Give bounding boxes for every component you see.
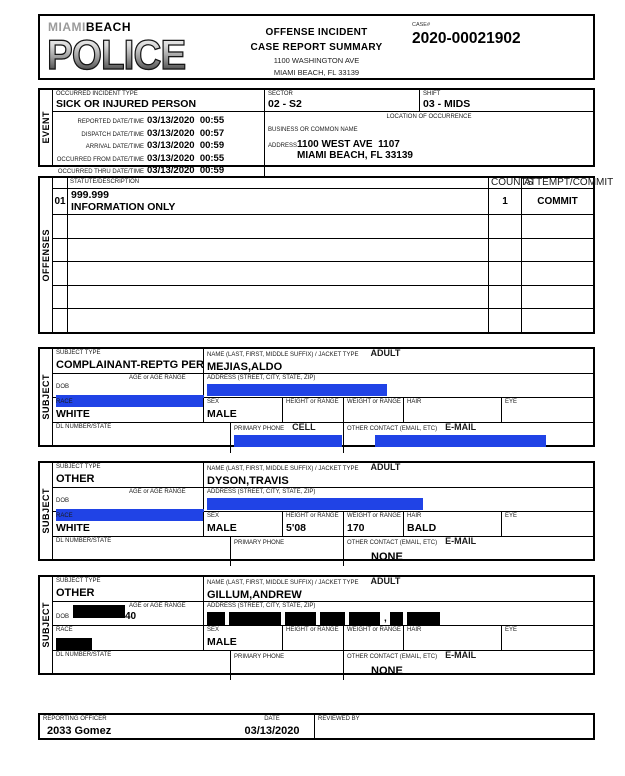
height-cell <box>283 512 344 536</box>
incident-type-value: SICK OR INJURED PERSON <box>56 98 197 110</box>
subject-type-cell <box>53 463 204 487</box>
dl-number-label: DL NUMBER/STATE <box>56 652 112 658</box>
subject-dob-age-cell <box>53 488 204 511</box>
subjects-container <box>38 347 595 689</box>
hair-cell <box>404 626 502 650</box>
other-contact-cell <box>344 537 593 566</box>
offense-description: INFORMATION ONLY <box>71 200 176 213</box>
attempt-header: ATTEMPT/COMMIT <box>524 177 614 188</box>
sex-cell <box>204 512 283 536</box>
incident-type-label: OCCURRED INCIDENT TYPE <box>56 91 138 97</box>
race-value: WHITE <box>56 408 90 420</box>
offense-statute: 999.999 <box>71 189 109 201</box>
case-number-block <box>402 18 587 76</box>
subject-name-value: MEJIAS,ALDO <box>207 361 283 373</box>
subject-type-cell <box>53 349 204 373</box>
primary-phone-label: PRIMARY PHONE CELL <box>234 422 316 432</box>
subject-type-label: SUBJECT TYPE <box>56 464 101 470</box>
report-header <box>38 14 595 80</box>
sex-value: MALE <box>207 408 237 420</box>
redaction-bar <box>56 638 92 651</box>
reviewed-by-label: REVIEWED BY <box>318 716 360 722</box>
offense-counts: 1 <box>489 189 522 214</box>
subject-name-value: DYSON,TRAVIS <box>207 475 289 487</box>
subject-name-label: NAME (LAST, FIRST, MIDDLE SUFFIX) / JACKET TYPE ADULT <box>207 462 401 472</box>
dept-address-line1: 1100 WASHINGTON AVE <box>273 56 360 65</box>
primary-phone-cell <box>231 537 344 566</box>
subject-address-label: ADDRESS (STREET, CITY, STATE, ZIP) <box>207 489 316 495</box>
redaction-bar <box>207 498 423 510</box>
reporting-officer-cell <box>40 715 315 738</box>
offenses-section-strip <box>40 178 53 332</box>
subject-type-value: OTHER <box>56 587 95 599</box>
sex-value: MALE <box>207 522 237 534</box>
offense-description-cell <box>68 189 489 214</box>
subject-address-label: ADDRESS (STREET, CITY, STATE, ZIP) <box>207 375 316 381</box>
subject-address-cell <box>204 374 593 397</box>
other-contact-label: OTHER CONTACT (EMAIL, ETC) E-MAIL <box>347 422 477 432</box>
other-contact-cell <box>344 423 593 453</box>
dl-number-cell <box>53 537 231 566</box>
redaction-bar <box>320 612 345 625</box>
datetime-label: ARRIVAL DATE/TIME <box>85 144 144 150</box>
datetime-label: REPORTED DATE/TIME <box>77 119 144 125</box>
eye-cell <box>502 626 593 650</box>
datetime-row <box>56 128 261 139</box>
weight-label: WEIGHT or RANGE <box>347 627 401 633</box>
event-section-strip <box>40 90 53 165</box>
offense-row-empty <box>53 262 593 286</box>
weight-label: WEIGHT or RANGE <box>347 399 401 405</box>
redaction-bar <box>390 612 403 625</box>
race-cell <box>53 512 204 536</box>
subject-section-strip <box>40 577 53 673</box>
subject-type-label: SUBJECT TYPE <box>56 578 101 584</box>
sector-value: 02 - S2 <box>268 98 302 110</box>
sex-cell <box>204 626 283 650</box>
location-header: LOCATION OF OCCURRENCE <box>386 114 472 120</box>
contact-type-value: E-MAIL <box>445 650 477 660</box>
sector-label: SECTOR <box>268 91 293 97</box>
shift-cell <box>420 90 593 111</box>
phone-type-value: CELL <box>292 422 316 432</box>
dept-address-line2: MIAMI BEACH, FL 33139 <box>273 68 360 77</box>
contact-value: NONE <box>371 551 403 563</box>
event-section-label: EVENT <box>41 111 51 144</box>
logo-police-wordmark: POLICE <box>47 31 186 78</box>
sex-label: SEX <box>207 399 220 405</box>
event-datetimes-cell <box>53 112 265 179</box>
dob-label: DOB <box>56 384 70 390</box>
logo-city-light: MIAMI <box>48 20 86 34</box>
weight-cell <box>344 398 404 422</box>
case-number-label: CASE# <box>412 22 431 28</box>
footer-section <box>38 713 595 740</box>
subject-address-cell <box>204 602 593 625</box>
datetime-row <box>56 140 261 151</box>
redaction-bar <box>229 612 281 625</box>
offenses-section-label: OFFENSES <box>41 228 51 282</box>
hair-label: HAIR <box>407 399 422 405</box>
age-label: AGE or AGE RANGE <box>129 375 186 381</box>
subject-name-cell <box>204 463 593 487</box>
contact-type-value: E-MAIL <box>445 422 477 432</box>
case-number-value: 2020-00021902 <box>412 30 521 47</box>
datetime-value: 03/13/2020 00:55 <box>147 152 225 164</box>
hair-label: HAIR <box>407 627 422 633</box>
hair-label: HAIR <box>407 513 422 519</box>
subject-name-label: NAME (LAST, FIRST, MIDDLE SUFFIX) / JACKET TYPE ADULT <box>207 576 401 586</box>
redaction-bar <box>73 605 125 618</box>
primary-phone-cell <box>231 423 344 453</box>
offense-attempt-commit: COMMIT <box>537 196 578 207</box>
subject-section-label: SUBJECT <box>41 374 51 420</box>
age-label: AGE or AGE RANGE <box>129 489 186 495</box>
report-title-line1: OFFENSE INCIDENT <box>265 27 368 38</box>
height-label: HEIGHT or RANGE <box>286 627 339 633</box>
datetime-value: 03/13/2020 00:59 <box>147 165 225 176</box>
datetime-value: 03/13/2020 00:55 <box>147 115 225 126</box>
sex-cell <box>204 398 283 422</box>
age-label: AGE or AGE RANGE <box>129 603 186 609</box>
dl-number-label: DL NUMBER/STATE <box>56 538 112 544</box>
offense-row-1 <box>53 189 593 215</box>
dob-redaction <box>73 605 129 618</box>
subject-name-label: NAME (LAST, FIRST, MIDDLE SUFFIX) / JACKET TYPE ADULT <box>207 348 401 358</box>
subject-name-cell <box>204 577 593 601</box>
subject-section <box>38 347 595 447</box>
eye-label: EYE <box>505 513 518 519</box>
redaction-bar <box>349 612 380 625</box>
weight-cell <box>344 512 404 536</box>
primary-phone-cell <box>231 651 344 680</box>
redaction-bar <box>285 612 316 625</box>
contact-value: NONE <box>371 665 403 677</box>
height-cell <box>283 398 344 422</box>
weight-value: 170 <box>347 522 365 534</box>
eye-label: EYE <box>505 399 518 405</box>
business-name-label: BUSINESS OR COMMON NAME <box>268 127 358 133</box>
datetime-value: 03/13/2020 00:59 <box>147 140 225 151</box>
event-section <box>38 88 595 176</box>
subject-type-value: COMPLAINANT-REPTG PER <box>56 359 204 371</box>
subject-section-label: SUBJECT <box>41 602 51 648</box>
shift-value: 03 - MIDS <box>423 98 471 110</box>
hair-cell <box>404 512 502 536</box>
dl-number-label: DL NUMBER/STATE <box>56 424 112 430</box>
subject-name-cell <box>204 349 593 373</box>
race-value: WHITE <box>56 522 90 534</box>
occurrence-address-value: 1100 WEST AVE 1107 MIAMI BEACH, FL 33139 <box>297 139 413 161</box>
occurrence-address-label: ADDRESS <box>268 143 298 149</box>
weight-cell <box>344 626 404 650</box>
other-contact-cell <box>344 651 593 680</box>
subject-type-label: SUBJECT TYPE <box>56 350 101 356</box>
primary-phone-label: PRIMARY PHONE <box>234 654 285 660</box>
counts-header: COUNTS <box>491 177 534 188</box>
subject-section <box>38 461 595 561</box>
height-label: HEIGHT or RANGE <box>286 513 339 519</box>
age-value: 40 <box>125 611 137 622</box>
incident-type-cell <box>53 90 265 111</box>
jacket-type-value: ADULT <box>370 576 401 586</box>
offense-row-empty <box>53 309 593 332</box>
subject-name-value: GILLUM,ANDREW <box>207 589 302 601</box>
statute-header: STATUTE/DESCRIPTION <box>68 178 489 188</box>
eye-label: EYE <box>505 627 518 633</box>
other-contact-label: OTHER CONTACT (EMAIL, ETC) E-MAIL <box>347 536 477 546</box>
reporting-officer-value: 2033 Gomez <box>47 725 112 737</box>
race-cell <box>53 398 204 422</box>
reporting-officer-label: REPORTING OFFICER <box>43 716 107 722</box>
race-label: RACE <box>56 399 73 405</box>
offense-number-header <box>53 178 68 188</box>
shift-label: SHIFT <box>423 91 441 97</box>
eye-cell <box>502 512 593 536</box>
contact-type-value: E-MAIL <box>445 536 477 546</box>
report-date-label: DATE <box>264 716 280 722</box>
offense-row-empty <box>53 286 593 310</box>
datetime-label: DISPATCH DATE/TIME <box>81 131 144 138</box>
dob-label: DOB <box>56 498 70 504</box>
offense-row-empty <box>53 239 593 263</box>
height-value: 5'08 <box>286 522 307 534</box>
redaction-bar <box>207 612 225 625</box>
datetime-row <box>56 153 261 164</box>
dl-number-cell <box>53 423 231 453</box>
location-of-occurrence-cell <box>265 112 593 179</box>
subject-dob-age-cell <box>53 374 204 397</box>
redaction-bar <box>234 435 342 447</box>
subject-section-label: SUBJECT <box>41 488 51 534</box>
race-cell <box>53 626 204 650</box>
race-label: RACE <box>56 627 73 633</box>
phone-redaction <box>234 435 346 447</box>
height-label: HEIGHT or RANGE <box>286 399 339 405</box>
datetime-row <box>56 165 261 176</box>
logo-city-dark: BEACH <box>85 20 131 34</box>
police-logo <box>46 18 231 76</box>
eye-cell <box>502 398 593 422</box>
redaction-bar <box>375 435 546 447</box>
race-label: RACE <box>56 513 73 519</box>
subject-section-strip <box>40 349 53 445</box>
weight-label: WEIGHT or RANGE <box>347 513 401 519</box>
subject-dob-age-cell <box>53 602 204 625</box>
subject-type-value: OTHER <box>56 473 95 485</box>
sex-value: MALE <box>207 636 237 648</box>
address-redaction: , <box>207 612 444 625</box>
address-redaction <box>207 498 427 510</box>
other-contact-label: OTHER CONTACT (EMAIL, ETC) E-MAIL <box>347 650 477 660</box>
hair-cell <box>404 398 502 422</box>
sector-cell <box>265 90 420 111</box>
subject-section <box>38 575 595 675</box>
offense-number: 01 <box>53 189 68 214</box>
height-cell <box>283 626 344 650</box>
jacket-type-value: ADULT <box>370 348 401 358</box>
subject-type-cell <box>53 577 204 601</box>
address-redaction <box>207 384 391 396</box>
sex-label: SEX <box>207 513 220 519</box>
dob-label: DOB <box>56 614 70 620</box>
offenses-section <box>38 176 614 334</box>
subject-address-label: ADDRESS (STREET, CITY, STATE, ZIP) <box>207 603 316 609</box>
primary-phone-label: PRIMARY PHONE <box>234 540 285 546</box>
race-redaction <box>56 638 96 651</box>
sex-label: SEX <box>207 627 220 633</box>
report-title-block <box>231 18 402 76</box>
datetime-label: OCCURRED THRU DATE/TIME <box>57 169 144 175</box>
report-title-line2: CASE REPORT SUMMARY <box>250 42 383 53</box>
jacket-type-value: ADULT <box>370 462 401 472</box>
dl-number-cell <box>53 651 231 680</box>
subject-section-strip <box>40 463 53 559</box>
reviewed-by-cell <box>315 715 593 738</box>
subject-address-cell <box>204 488 593 511</box>
redaction-bar <box>407 612 440 625</box>
contact-redaction <box>375 435 550 447</box>
datetime-label: OCCURRED FROM DATE/TIME <box>56 156 144 163</box>
datetime-value: 03/13/2020 00:57 <box>147 127 225 139</box>
offenses-header-row <box>53 177 614 189</box>
redaction-bar <box>207 384 387 396</box>
report-date-value: 03/13/2020 <box>244 725 300 737</box>
report-date-block <box>230 715 314 738</box>
hair-value: BALD <box>407 522 437 534</box>
datetime-row <box>56 115 261 126</box>
offense-row-empty <box>53 215 593 239</box>
